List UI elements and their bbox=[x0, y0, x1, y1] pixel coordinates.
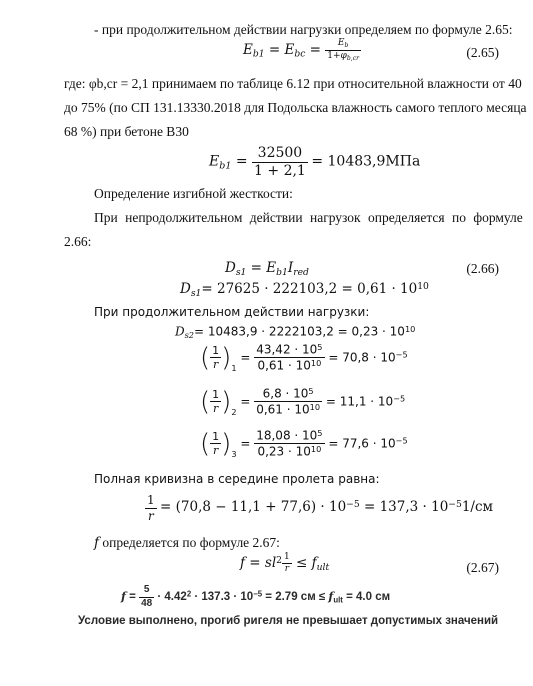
formula-curvature-3: ( $\frac{1}{r}$ )$_3$ = $\frac{18,08 \cdot 10^5}{0,23 \cdot 10^{10}}$ = $77,6 \cdot 10^{-5}$ bbox=[200, 428, 408, 460]
equation-number-2-66: (2.66) bbox=[466, 261, 499, 276]
formula-final-deflection: f = $\frac{5}{48}$ · $4.42^2 \cdot 137.3 \cdot 10^{-5} = 2.79$ см ≤ $f_{ult} = 4.0$ см bbox=[121, 584, 391, 609]
text-line-1: - при продолжительном действии нагрузки определяем по формуле 2.65: bbox=[94, 22, 513, 37]
formula-ds1-value: $D_{s1}= 27625 \cdot 222103,2 = 0,61 \cdot 10^{10}$ bbox=[180, 281, 429, 299]
formula-total-curvature: $\frac{1}{r}$ = (70,8 − 11,1 + 77,6) · 10$^{-5}$ = 137,3 · 10$^{-5}$1/см bbox=[147, 493, 494, 523]
text-line-5: Определение изгибной жесткости: bbox=[94, 186, 293, 201]
formula-2-67: f = sl$^2$ $\frac{1}{r}$ ≤ $f_{ult}$ bbox=[240, 552, 330, 575]
text-line-9: Полная кривизна в середине пролета равна: bbox=[94, 472, 380, 486]
text-line-4: 68 %) при бетоне В30 bbox=[64, 124, 189, 139]
equation-number-2-67: (2.67) bbox=[466, 560, 499, 575]
text-line-2: где: φb,cr = 2,1 принимаем по таблице 6.12 при относительной влажности от 40 bbox=[64, 76, 522, 91]
formula-2-65: $E_{b1} = E_{bc}$ = $\frac{E_b}{1+\varphi_{b,cr}}$ bbox=[243, 38, 360, 63]
conclusion-text: Условие выполнено, прогиб ригеля не превышает допустимых значений bbox=[78, 615, 499, 627]
text-line-6: При непродолжительном действии нагрузок определяется по формуле bbox=[94, 210, 523, 225]
text-line-10: f определяется по формуле 2.67: bbox=[94, 535, 280, 551]
formula-2-66: $D_{s1} = E_{b1}I_{red}$ bbox=[225, 260, 309, 278]
formula-eb1-value: $E_{b1}$ = $\frac{32500}{1 + 2,1}$ = 10483,9МПа bbox=[209, 145, 421, 179]
formula-curvature-1: ( $\frac{1}{r}$ )$_1$ = $\frac{43,42 \cdot 10^5}{0,61 \cdot 10^{10}}$ = $70,8 \cdot 10^{-5}$ bbox=[200, 342, 408, 374]
text-line-8: При продолжительном действии нагрузки: bbox=[94, 305, 370, 319]
formula-ds2-value: $D_{s2}= 10483,9 \cdot 2222103,2 = 0,23 \cdot 10^{10}$ bbox=[175, 324, 416, 341]
equation-number-2-65: (2.65) bbox=[466, 45, 499, 60]
formula-curvature-2: ( $\frac{1}{r}$ )$_2$ = $\frac{6,8 \cdot 10^5}{0,61 \cdot 10^{10}}$ = $11,1 \cdot 10^{-5}$ bbox=[200, 386, 406, 418]
text-line-3: до 75% (по СП 131.13330.2018 для Подольска влажность самого теплого месяца bbox=[64, 100, 527, 115]
text-line-7: 2.66: bbox=[64, 234, 92, 249]
